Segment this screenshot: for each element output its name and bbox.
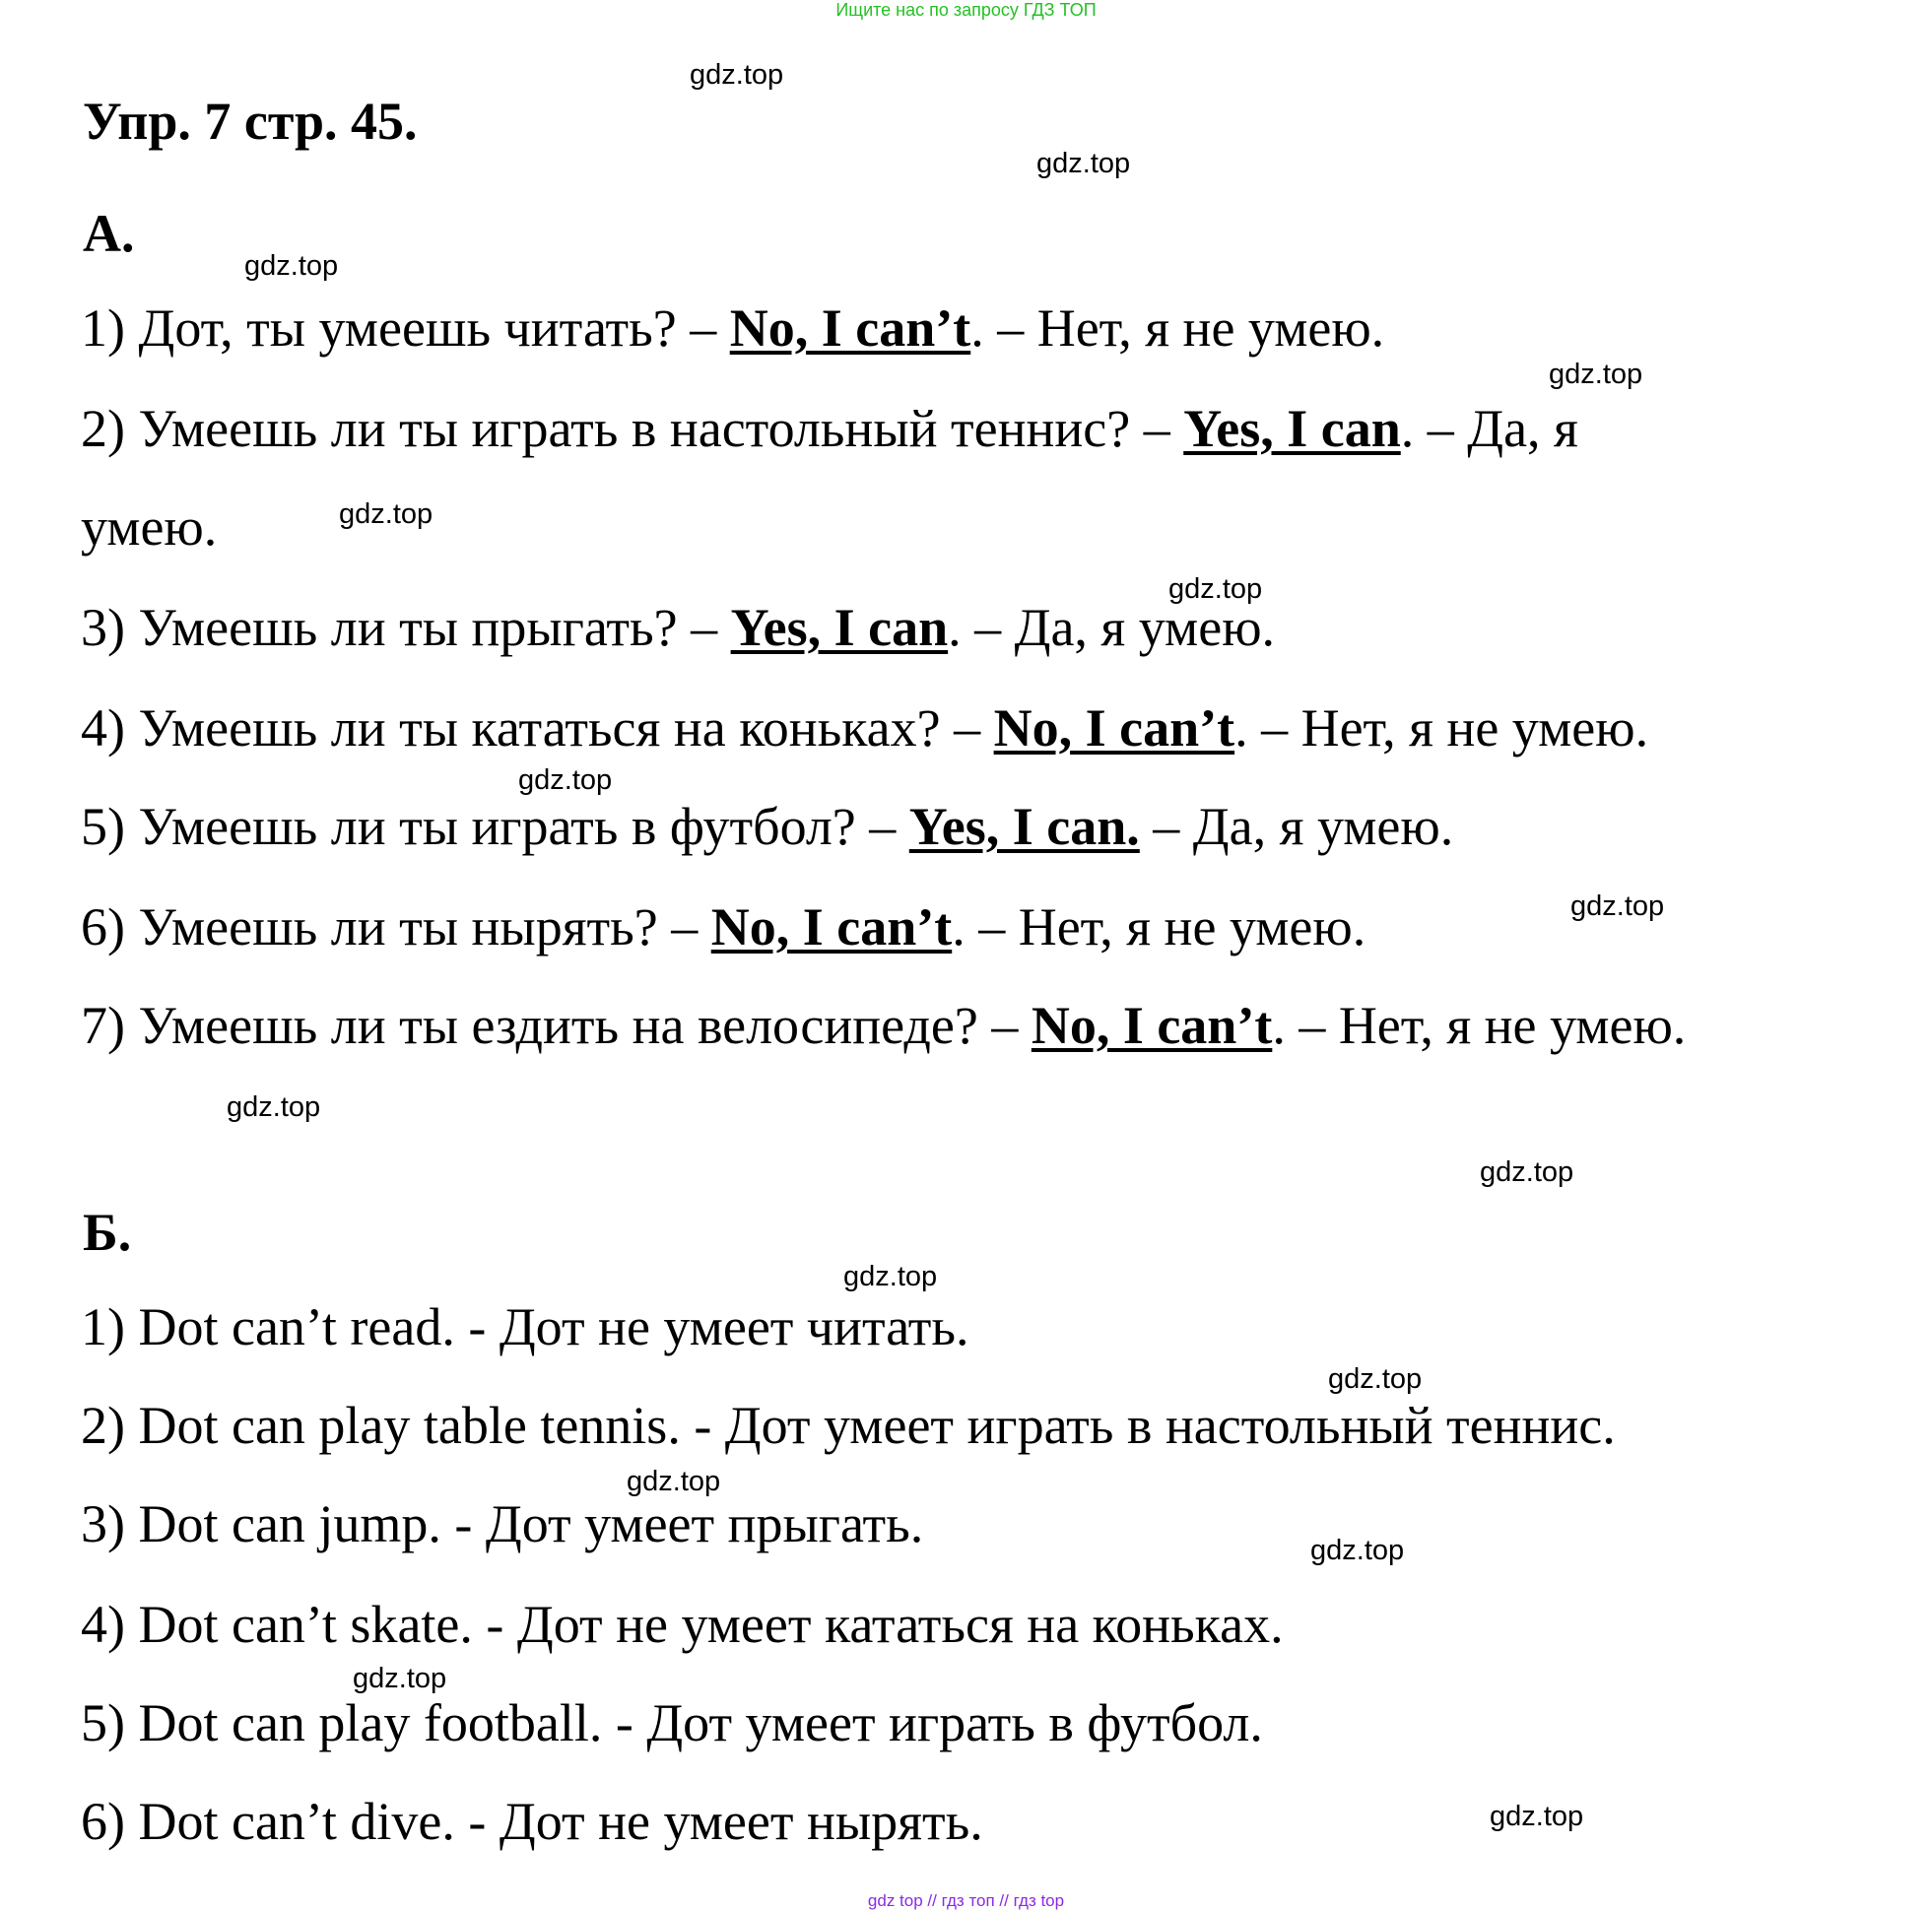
section-a-item-1 — [81, 298, 1385, 358]
section-a-item-6 — [81, 897, 1366, 956]
watermark: gdz.top — [244, 250, 339, 282]
top-banner: Ищите нас по запросу ГДЗ ТОП — [835, 0, 1097, 20]
watermark: gdz.top — [1328, 1363, 1423, 1395]
question: 6) Умеешь ли ты нырять? – — [81, 897, 711, 956]
watermark: gdz.top — [518, 764, 613, 796]
answer: No, I can’t — [729, 298, 971, 358]
translation: . – Нет, я не умею. — [1272, 996, 1687, 1055]
section-b-item-4: 4) Dot can’t skate. - Дот не умеет кататься на коньках. — [81, 1595, 1284, 1654]
question: 2) Умеешь ли ты играть в настольный теннис? – — [81, 399, 1184, 458]
section-a-item-3 — [81, 598, 1276, 657]
answer: No, I can’t — [710, 897, 953, 956]
translation: . – Нет, я не умею. — [970, 298, 1385, 358]
section-b-label: Б. — [83, 1203, 132, 1262]
translation: . – Да, я — [1400, 399, 1578, 458]
section-a-item-7 — [81, 996, 1687, 1055]
question: 5) Умеешь ли ты играть в футбол? – — [81, 797, 909, 856]
watermark: gdz.top — [1490, 1801, 1584, 1832]
section-b-item-1: 1) Dot can’t read. - Дот не умеет читать. — [81, 1297, 969, 1356]
translation: . – Нет, я не умею. — [1234, 698, 1649, 758]
translation: . – Да, я умею. — [948, 598, 1276, 657]
answer: No, I can’t — [993, 698, 1235, 758]
question: 1) Дот, ты умеешь читать? – — [81, 298, 730, 358]
question: 4) Умеешь ли ты кататься на коньках? – — [81, 698, 994, 758]
section-a-label: А. — [83, 204, 135, 263]
answer: No, I can’t — [1031, 996, 1273, 1055]
section-a-item-2-continuation: умею. — [81, 497, 218, 557]
section-a-item-2 — [81, 399, 1578, 458]
question: 7) Умеешь ли ты ездить на велосипеде? – — [81, 996, 1032, 1055]
watermark: gdz.top — [1310, 1535, 1405, 1566]
watermark: gdz.top — [1570, 890, 1665, 922]
translation: – Да, я умею. — [1139, 797, 1454, 856]
answer: Yes, I can. — [908, 797, 1140, 856]
answer: Yes, I can — [1183, 399, 1401, 458]
section-b-item-3: 3) Dot can jump. - Дот умеет прыгать. — [81, 1494, 924, 1553]
watermark: gdz.top — [843, 1261, 938, 1292]
watermark: gdz.top — [1168, 573, 1263, 605]
translation: . – Нет, я не умею. — [952, 897, 1366, 956]
answer: Yes, I can — [730, 598, 949, 657]
watermark: gdz.top — [1480, 1156, 1574, 1188]
watermark: gdz.top — [353, 1663, 447, 1694]
watermark: gdz.top — [1036, 148, 1131, 179]
question: 3) Умеешь ли ты прыгать? – — [81, 598, 731, 657]
section-a-item-5 — [81, 797, 1454, 856]
section-b-item-6: 6) Dot can’t dive. - Дот не умеет нырять. — [81, 1792, 983, 1851]
section-b-item-2: 2) Dot can play table tennis. - Дот умеет играть в настольный теннис. — [81, 1396, 1616, 1455]
watermark: gdz.top — [339, 498, 433, 530]
watermark: gdz.top — [1549, 359, 1643, 390]
page-title: Упр. 7 стр. 45. — [83, 92, 418, 151]
watermark: gdz.top — [627, 1466, 721, 1497]
watermark: gdz.top — [227, 1091, 321, 1123]
section-a-item-4 — [81, 698, 1649, 758]
bottom-banner: gdz top // гдз топ // гдз top — [867, 1891, 1065, 1910]
section-b-item-5: 5) Dot can play football. - Дот умеет играть в футбол. — [81, 1693, 1263, 1752]
watermark: gdz.top — [690, 59, 784, 91]
